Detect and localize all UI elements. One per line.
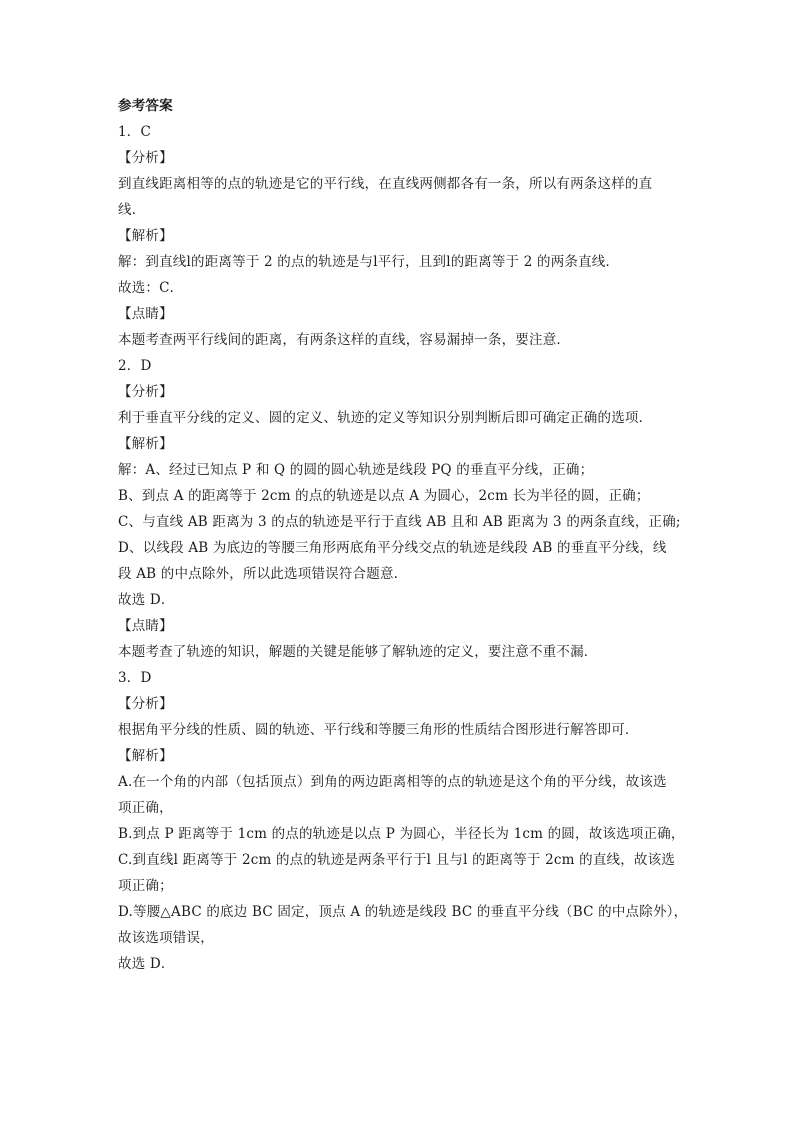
section-heading: 【解析】 xyxy=(118,228,173,244)
section-heading: 【分析】 xyxy=(118,384,173,400)
section-heading: 【点睛】 xyxy=(118,306,173,322)
answer-document xyxy=(118,93,688,977)
question-number: 2．D xyxy=(118,358,152,374)
text-line: 利于垂直平分线的定义、圆的定义、轨迹的定义等知识分别判断后即可确定正确的选项． xyxy=(118,410,653,426)
text-line: 到直线距离相等的点的轨迹是它的平行线，在直线两侧都各有一条，所以有两条这样的直 xyxy=(118,176,653,192)
document-title: 参考答案 xyxy=(118,98,173,114)
text-line: 根据角平分线的性质、圆的轨迹、平行线和等腰三角形的性质结合图形进行解答即可． xyxy=(118,722,639,738)
answer-lines xyxy=(118,119,688,977)
text-line: B.到点 P 距离等于 1cm 的点的轨迹是以点 P 为圆心，半径长为 1cm 的圆，故该选项正确， xyxy=(118,826,685,842)
text-line: 本题考查了轨迹的知识，解题的关键是能够了解轨迹的定义，要注意不重不漏． xyxy=(118,644,598,660)
text-line: A.在一个角的内部（包括顶点）到角的两边距离相等的点的轨迹是这个角的平分线，故该选 xyxy=(118,774,667,790)
text-line: 故选 D． xyxy=(118,592,175,608)
text-line: 解：A、经过已知点 P 和 Q 的圆的圆心轨迹是线段 PQ 的垂直平分线，正确； xyxy=(118,462,594,478)
text-line: C、与直线 AB 距离为 3 的点的轨迹是平行于直线 AB 且和 AB 距离为 3 的两条直线，正确; xyxy=(118,514,681,530)
text-line: C.到直线l 距离等于 2cm 的点的轨迹是两条平行于l 且与l 的距离等于 2cm 的直线，故该选 xyxy=(118,852,676,868)
text-line: D、以线段 AB 为底边的等腰三角形两底角平分线交点的轨迹是线段 AB 的垂直平分线，线 xyxy=(118,540,667,556)
text-line: 本题考查两平行线间的距离，有两条这样的直线，容易漏掉一条，要注意． xyxy=(118,332,571,348)
section-heading: 【分析】 xyxy=(118,150,173,166)
text-line: 段 AB 的中点除外，所以此选项错误符合题意. xyxy=(118,566,399,582)
text-line: D.等腰△ABC 的底边 BC 固定，顶点 A 的轨迹是线段 BC 的垂直平分线（BC 的中点除外）， xyxy=(118,904,688,920)
section-heading: 【点睛】 xyxy=(118,618,173,634)
text-line: 故选 D． xyxy=(118,956,175,972)
text-line: 项正确， xyxy=(118,800,173,816)
section-heading: 【分析】 xyxy=(118,696,173,712)
text-line: B、到点 A 的距离等于 2cm 的点的轨迹是以点 A 为圆心，2cm 长为半径的圆，正确； xyxy=(118,488,650,504)
section-heading: 【解析】 xyxy=(118,748,173,764)
text-line: 解：到直线l的距离等于 2 的点的轨迹是与l平行，且到l的距离等于 2 的两条直线． xyxy=(118,254,620,270)
text-line: 项正确； xyxy=(118,878,173,894)
text-line: 线． xyxy=(118,202,146,218)
text-line: 故该选项错误， xyxy=(118,930,214,946)
question-number: 3．D xyxy=(118,670,152,686)
text-line: 故选：C． xyxy=(118,280,184,296)
question-number: 1．C xyxy=(118,124,152,140)
section-heading: 【解析】 xyxy=(118,436,173,452)
